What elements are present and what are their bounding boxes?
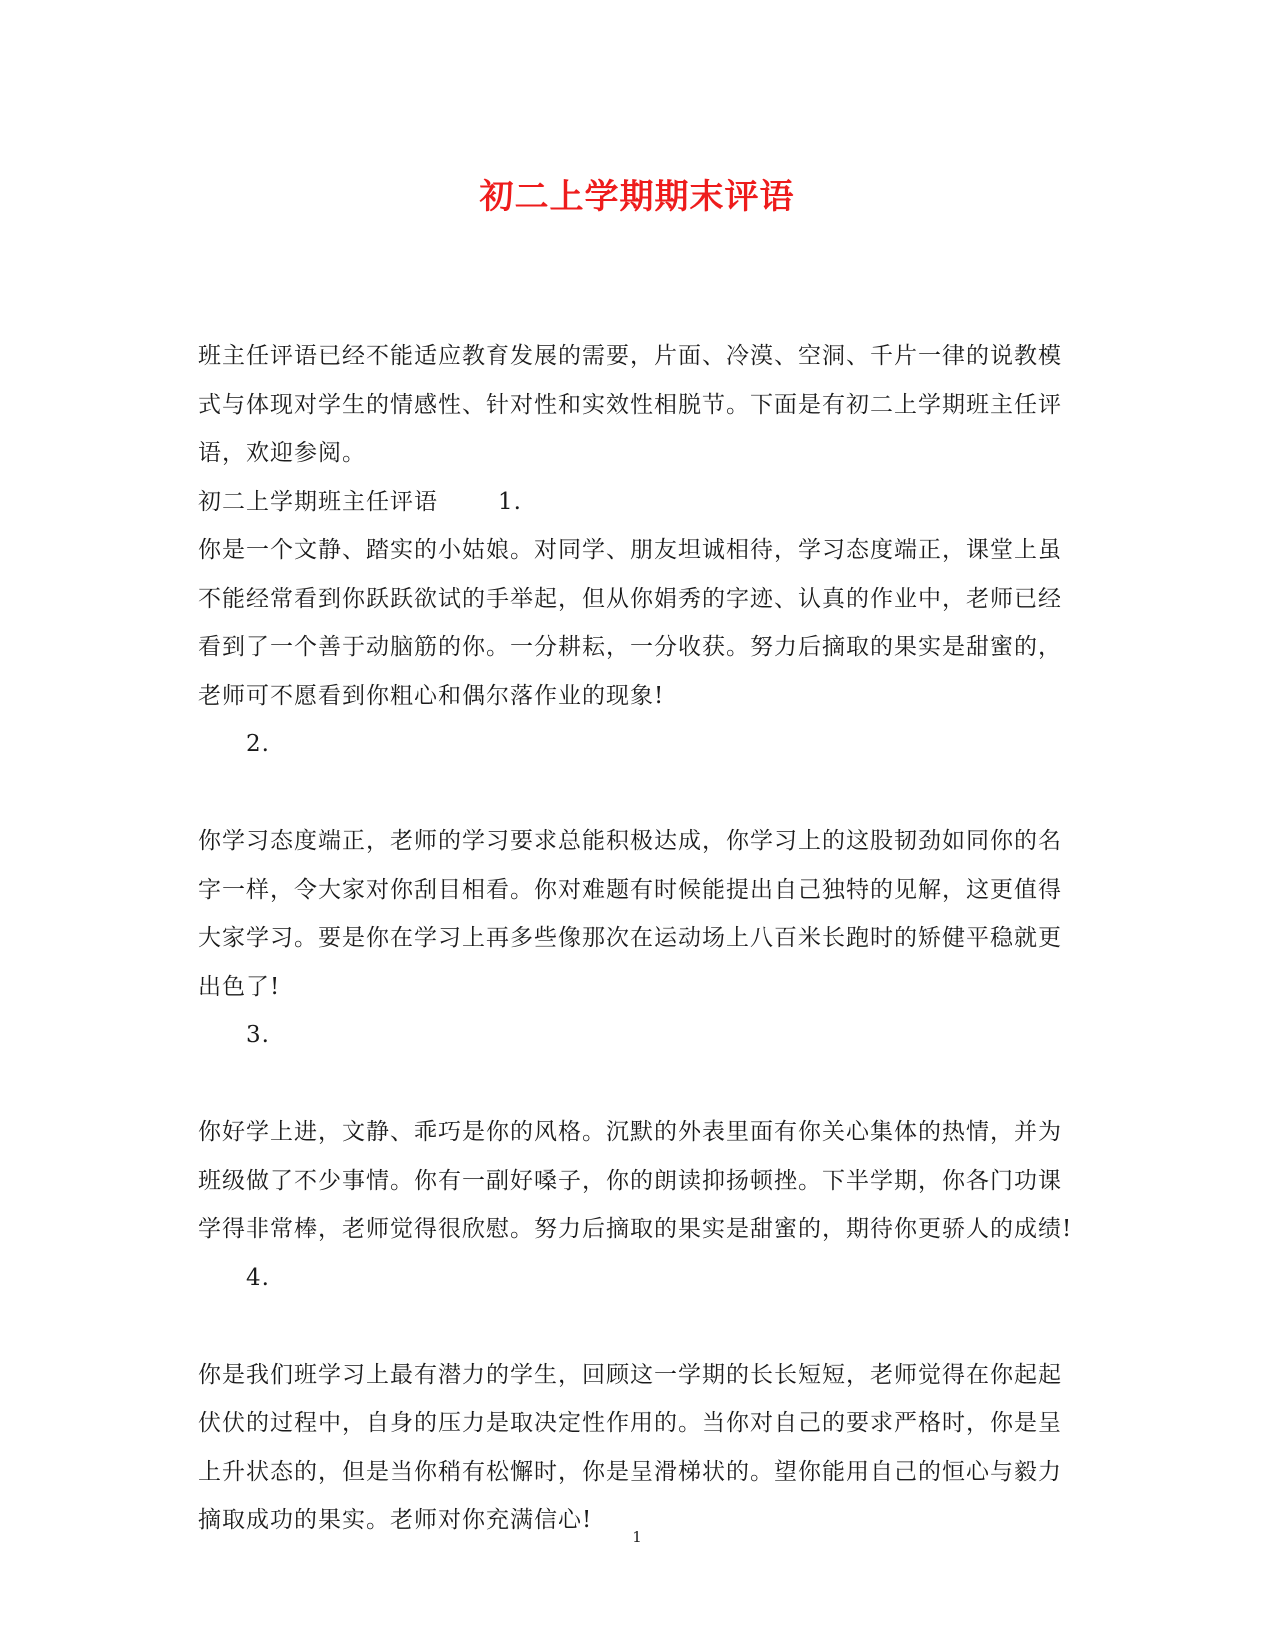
section-heading: 初二上学期班主任评语 (198, 488, 438, 515)
comment-number: 1. (498, 488, 522, 515)
comment-paragraph: 你是一个文静、踏实的小姑娘。对同学、朋友坦诚相待，学习态度端正，课堂上虽不能经常看到你跃跃欲试的手举起，但从你娟秀的字迹、认真的作业中，老师已经看到了一个善于动脑筋的你。一分耕耘，一分收获。努力后摘取的果实是甜蜜的，老师可不愿看到你粗心和偶尔落作业的现象! (198, 537, 1062, 709)
comment-paragraph: 你学习态度端正，老师的学习要求总能积极达成，你学习上的这股韧劲如同你的名字一样，令大家对你刮目相看。你对难题有时候能提出自己独特的见解，这更值得大家学习。要是你在学习上再多些像那次在运动场上八百米长跑时的矫健平稳就更出色了! (198, 828, 1062, 1000)
intro-paragraph: 班主任评语已经不能适应教育发展的需要，片面、冷漠、空洞、千片一律的说教模式与体现对学生的情感性、针对性和实效性相脱节。下面是有初二上学期班主任评语，欢迎参阅。 (198, 343, 1062, 466)
comment-paragraph: 你好学上进，文静、乖巧是你的风格。沉默的外表里面有你关心集体的热情，并为班级做了不少事情。你有一副好嗓子，你的朗读抑扬顿挫。下半学期，你各门功课学得非常棒，老师觉得很欣慰。努力后摘取的果实是甜蜜的，期待你更骄人的成绩! (198, 1119, 1073, 1242)
page-number: 1 (632, 1528, 642, 1546)
comment-number: 3. (246, 1022, 270, 1048)
comment-number: 4. (246, 1264, 270, 1291)
comment-number: 2. (246, 731, 270, 757)
section-heading-line (198, 478, 1078, 527)
comment-paragraph: 你是我们班学习上最有潜力的学生，回顾这一学期的长长短短，老师觉得在你起起伏伏的过程中，自身的压力是取决定性作用的。当你对自己的要求严格时，你是呈上升状态的，但是当你稍有松懈时，你是呈滑梯状的。望你能用自己的恒心与毅力摘取成功的果实。老师对你充满信心! (198, 1361, 1062, 1533)
document-body (198, 332, 1078, 1545)
page-title: 初二上学期期末评语 (479, 177, 795, 217)
